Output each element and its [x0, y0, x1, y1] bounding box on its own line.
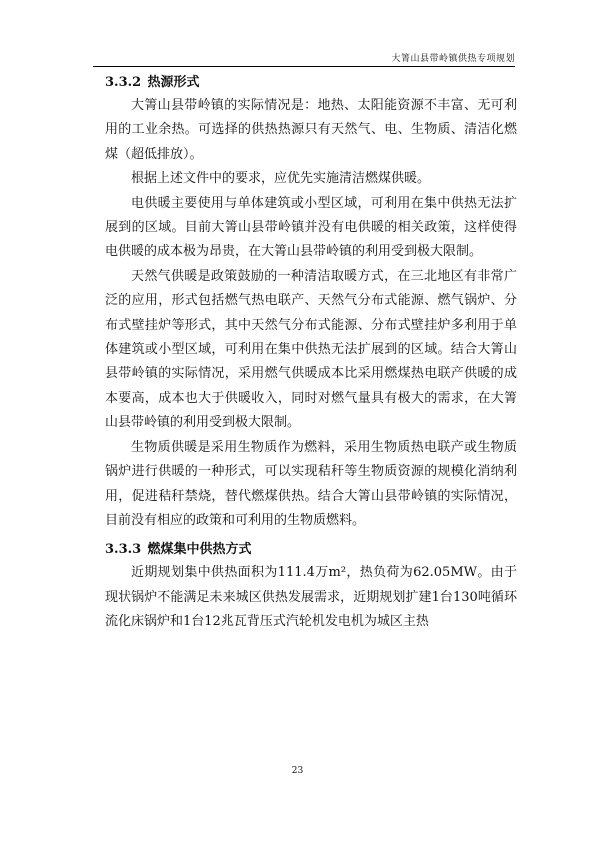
section-heading-3-3-2: [105, 72, 517, 94]
page-header: [93, 50, 515, 67]
document-body: [105, 72, 517, 635]
section-heading-3-3-3: [105, 539, 517, 561]
paragraph: 大箐山县带岭镇的实际情况是：地热、太阳能资源不丰富、无可利用的工业余热。可选择的供热热源只有天然气、电、生物质、清洁化燃煤（超低排放）。: [105, 98, 517, 162]
paragraph: 近期规划集中供热面积为111.4万m²，热负荷为62.05MW。由于现状锅炉不能满足未来城区供热发展需求，近期规划扩建1台130吨循环流化床锅炉和1台12兆瓦背压式汽轮机发电机为城区主热: [105, 565, 517, 630]
section-number: 3.3.2: [105, 75, 142, 90]
page-number: 23: [291, 766, 304, 776]
header-title: 大箐山县带岭镇供热专项规划: [391, 54, 515, 64]
paragraph: 生物质供暖是采用生物质作为燃料，采用生物质热电联产或生物质锅炉进行供暖的一种形式，可以实现秸秆等生物质资源的规模化消纳利用，促进秸秆禁烧，替代燃煤供热。结合大箐山县带岭镇的实际情况，目前没有相应的政策和可利用的生物质燃料。: [105, 439, 517, 528]
section-number: 3.3.3: [105, 542, 142, 558]
paragraph: 天然气供暖是政策鼓励的一种清洁取暖方式，在三北地区有非常广泛的应用，形式包括燃气热电联产、天然气分布式能源、燃气锅炉、分布式壁挂炉等形式，其中天然气分布式能源、分布式壁挂炉多利用于单体建筑或小型区域，可利用在集中供热无法扩展到的区域。结合大箐山县带岭镇的实际情况，采用燃气供暖成本比采用燃煤热电联产供暖的成本要高，成本也大于供暖收入，同时对燃气量具有极大的需求，在大箐山县带岭镇的利用受到极大限制。: [105, 268, 517, 431]
paragraph: 电供暖主要使用与单体建筑或小型区域，可利用在集中供热无法扩展到的区域。目前大箐山县带岭镇并没有电供暖的相关政策，这样使得电供暖的成本极为昂贵，在大箐山县带岭镇的利用受到极大限制。: [105, 195, 517, 260]
section-title: 热源形式: [147, 75, 200, 90]
paragraph: 根据上述文件中的要求，应优先实施清洁燃煤供暖。: [131, 171, 431, 187]
section-title: 燃煤集中供热方式: [147, 542, 252, 558]
